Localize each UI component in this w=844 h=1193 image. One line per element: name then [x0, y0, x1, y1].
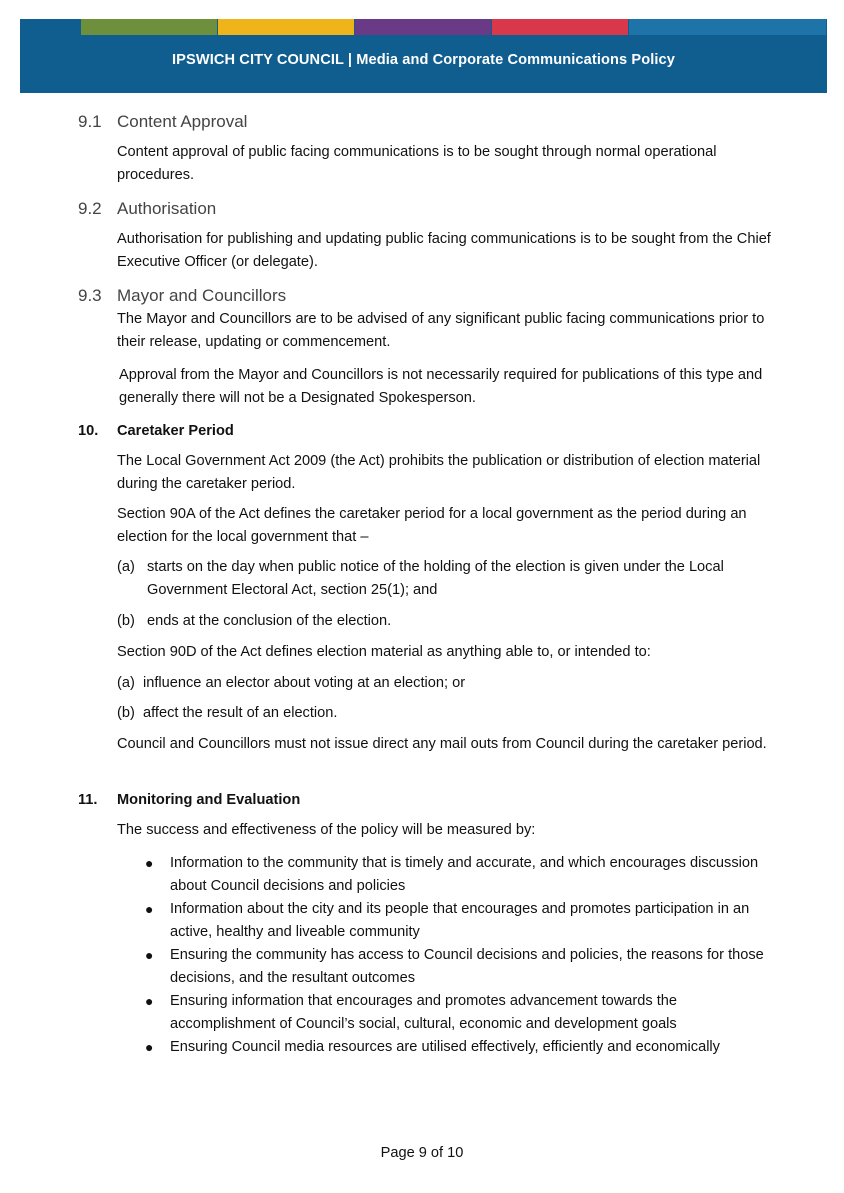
page-number: Page 9 of 10 — [380, 1145, 464, 1161]
section-9-2-title: Authorisation — [117, 199, 217, 218]
color-strip-1 — [81, 19, 217, 35]
section-9-3-number: 9.3 — [78, 286, 102, 305]
color-strip-3 — [355, 19, 491, 35]
section-9-3-title: Mayor and Councillors — [117, 286, 287, 305]
section-11-paragraph-1: The success and effectiveness of the policy will be measured by: — [117, 822, 536, 838]
color-strip-5 — [629, 19, 826, 35]
bullet-item: Information to the community that is timely and accurate, and which encourages discussion about Council decisions and policies — [170, 855, 759, 894]
bullet-dot-icon: ● — [145, 1039, 154, 1055]
bullet-dot-icon: ● — [145, 855, 154, 871]
section-10-title: Caretaker Period — [117, 423, 234, 439]
list-item-text: affect the result of an election. — [143, 705, 338, 721]
color-strip-2 — [218, 19, 354, 35]
section-9-2-paragraph: Authorisation for publishing and updating public facing communications is to be sought from the Chief Executive Officer (or delegate). — [117, 231, 771, 270]
section-9-1-number: 9.1 — [78, 112, 102, 131]
list-item-label: (b) — [117, 705, 135, 721]
list-item-label: (b) — [117, 613, 135, 629]
section-10-paragraph-1: The Local Government Act 2009 (the Act) prohibits the publication or distribution of election material during the caretaker period. — [117, 453, 761, 492]
list-item-label: (a) — [117, 675, 135, 691]
section-10-paragraph-4: Council and Councillors must not issue direct any mail outs from Council during the caretaker period. — [117, 736, 767, 752]
list-item-label: (a) — [117, 559, 135, 575]
list-item-text: starts on the day when public notice of the holding of the election is given under the Local Government Electoral Act, section 25(1); and — [147, 559, 724, 598]
bullet-dot-icon: ● — [145, 947, 154, 963]
section-11-number: 11. — [78, 792, 98, 808]
bullet-item: Ensuring the community has access to Council decisions and policies, the reasons for those decisions, and the resultant outcomes — [170, 947, 764, 986]
section-9-2-number: 9.2 — [78, 199, 102, 218]
bullet-item: Ensuring information that encourages and promotes advancement towards the accomplishment of Council’s social, cultural, economic and development goals — [170, 993, 678, 1032]
section-9-3-paragraph-2: Approval from the Mayor and Councillors is not necessarily required for publications of this type and generally there will not be a Designated Spokesperson. — [119, 367, 763, 406]
section-11-title: Monitoring and Evaluation — [117, 792, 301, 808]
list-item-text: ends at the conclusion of the election. — [147, 613, 392, 629]
list-item-text: influence an elector about voting at an election; or — [143, 675, 466, 691]
section-10-paragraph-3: Section 90D of the Act defines election material as anything able to, or intended to: — [117, 644, 651, 660]
bullet-dot-icon: ● — [145, 993, 154, 1009]
bullet-dot-icon: ● — [145, 901, 154, 917]
color-strip-4 — [492, 19, 628, 35]
section-9-1-paragraph: Content approval of public facing communications is to be sought through normal operational procedures. — [117, 144, 717, 183]
section-10-paragraph-2: Section 90A of the Act defines the caretaker period for a local government as the period during an election for the local government that – — [117, 506, 747, 545]
section-10-number: 10. — [78, 423, 99, 439]
header-title: IPSWICH CITY COUNCIL | Media and Corporate Communications Policy — [172, 52, 675, 68]
section-9-1-title: Content Approval — [117, 112, 248, 131]
bullet-item: Ensuring Council media resources are utilised effectively, efficiently and economically — [170, 1039, 720, 1055]
section-9-3-paragraph-1: The Mayor and Councillors are to be advised of any significant public facing communications prior to their release, updating or commencement. — [117, 311, 765, 350]
bullet-item: Information about the city and its people that encourages and promotes participation in an active, healthy and liveable community — [170, 901, 750, 940]
